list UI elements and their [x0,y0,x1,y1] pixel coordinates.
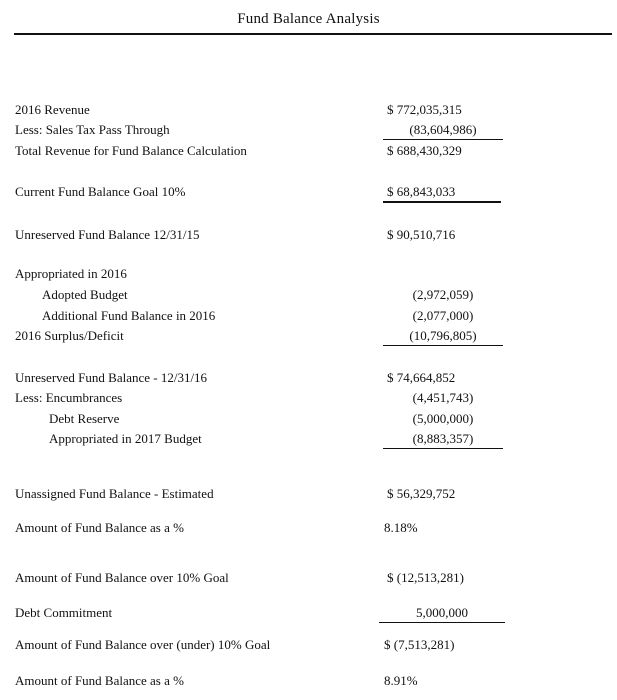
row-total-revenue [0,143,617,161]
row-fund-balance-percent-final [0,673,617,691]
row-value: $ (12,513,281) [387,570,464,585]
row-value: (4,451,743) [412,390,474,405]
row-value: $ 90,510,716 [387,227,456,242]
row-value: (83,604,986) [383,122,503,140]
row-appropriated-2016 [0,266,617,284]
row-label: Appropriated in 2016 [15,266,127,281]
row-label: 2016 Revenue [15,102,90,117]
page-title: Fund Balance Analysis [237,11,380,27]
row-label: Additional Fund Balance in 2016 [42,308,216,323]
row-value: 8.18% [384,520,418,535]
row-adopted-budget [0,287,617,305]
row-fund-balance-goal [0,184,617,202]
row-debt-commitment [0,605,617,623]
row-debt-reserve [0,411,617,429]
row-value: 5,000,000 [379,605,505,623]
row-label: Amount of Fund Balance as a % [15,673,184,688]
row-label: Unreserved Fund Balance - 12/31/16 [15,370,208,385]
row-value: (5,000,000) [412,411,474,426]
row-label: 2016 Surplus/Deficit [15,328,124,343]
row-value: $ 772,035,315 [387,102,462,117]
row-label: Debt Reserve [49,411,120,426]
row-unreserved-12-31-16 [0,370,617,388]
row-label: Debt Commitment [15,605,113,620]
row-2016-revenue [0,102,617,120]
row-value: $ 74,664,852 [387,370,456,385]
title-divider [14,33,612,35]
row-label: Adopted Budget [42,287,128,302]
row-additional-fund-balance [0,308,617,326]
row-value: $ (7,513,281) [384,637,455,652]
row-encumbrances [0,390,617,408]
row-value: (2,077,000) [412,308,474,323]
row-label: Total Revenue for Fund Balance Calculation [15,143,247,158]
row-value: (2,972,059) [412,287,474,302]
row-value: (10,796,805) [383,328,503,346]
row-value: $ 56,329,752 [387,486,456,501]
row-value: $ 688,430,329 [387,143,462,158]
row-label: Amount of Fund Balance over (under) 10% Goal [15,637,271,652]
row-surplus-deficit [0,328,617,346]
row-label: Amount of Fund Balance as a % [15,520,184,535]
row-value: 8.91% [384,673,418,688]
row-appropriated-2017 [0,431,617,449]
row-over-under-10-goal [0,637,617,655]
row-value: (8,883,357) [383,431,503,449]
row-fund-balance-percent [0,520,617,538]
row-label: Current Fund Balance Goal 10% [15,184,186,199]
row-label: Unreserved Fund Balance 12/31/15 [15,227,200,242]
row-value: $ 68,843,033 [383,184,501,203]
row-label: Unassigned Fund Balance - Estimated [15,486,214,501]
row-label: Appropriated in 2017 Budget [49,431,202,446]
row-label: Less: Encumbrances [15,390,123,405]
row-label: Amount of Fund Balance over 10% Goal [15,570,229,585]
row-unreserved-12-31-15 [0,227,617,245]
row-over-10-goal [0,570,617,588]
row-sales-tax-pass-through [0,122,617,140]
row-unassigned-estimated [0,486,617,504]
row-label: Less: Sales Tax Pass Through [15,122,170,137]
